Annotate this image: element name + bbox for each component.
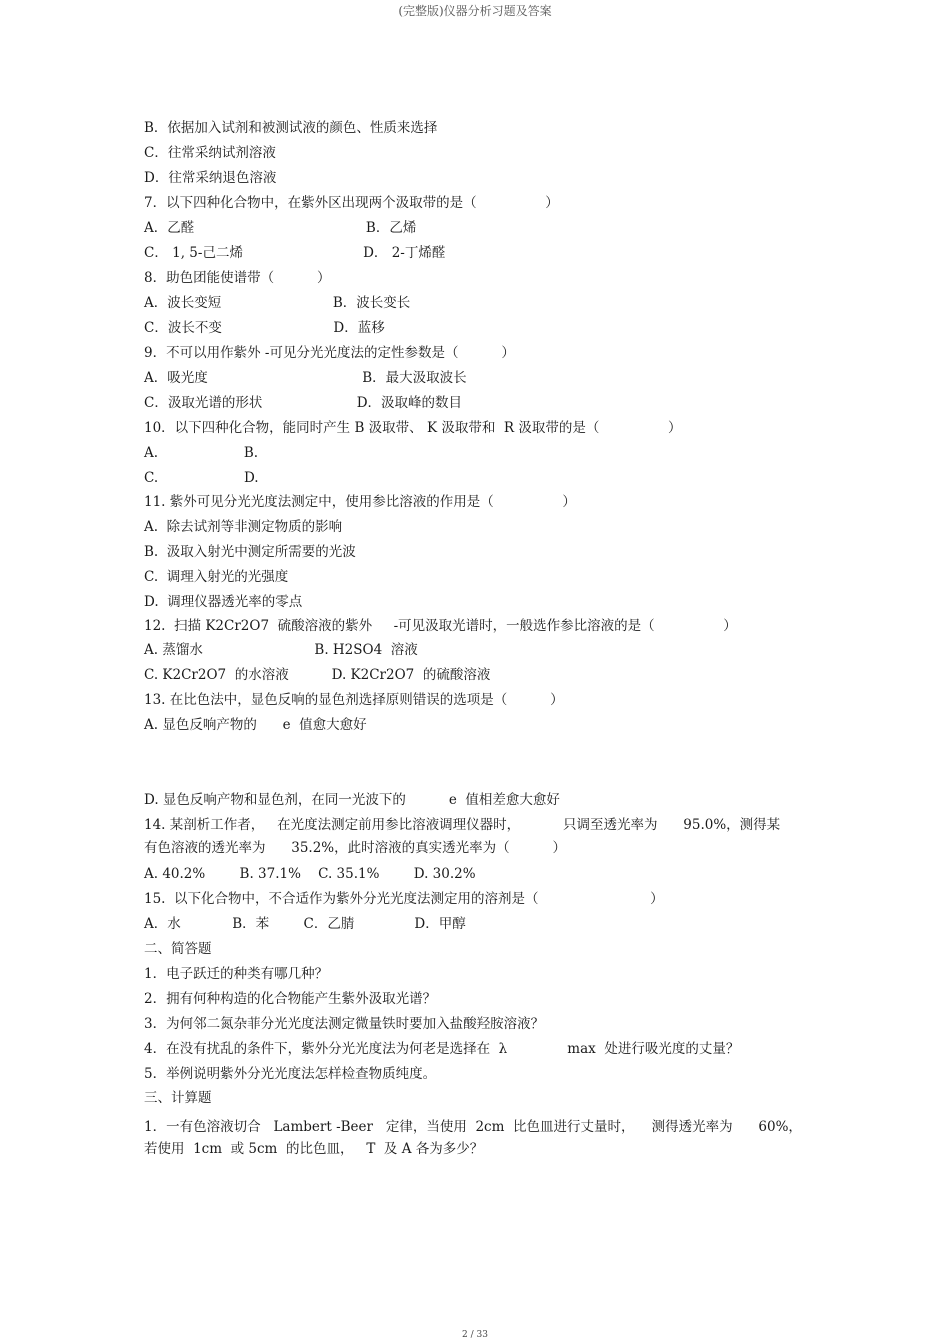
option-line: A. 40.2% B. 37.1% C. 35.1% D. 30.2%: [144, 866, 476, 882]
question-9: 9．不可以用作紫外 -可见分光光度法的定性参数是（ ）: [144, 345, 515, 361]
section-heading-short-answer: 二、简答题: [144, 941, 212, 957]
option-line: A．波长变短 B．波长变长: [144, 295, 411, 311]
option-line: D. 调理仪器透光率的零点: [144, 594, 303, 610]
question-14-cont: 有色溶液的透光率为 35.2%，此时溶液的真实透光率为（ ）: [144, 840, 567, 856]
option-line: A．水 B．苯 C．乙腈 D．甲醇: [144, 916, 466, 932]
question-8: 8．助色团能使谱带（ ）: [144, 270, 331, 286]
short-answer-item: 1．电子跃迁的种类有哪几种？: [144, 966, 329, 982]
option-line: C．波长不变 D．蓝移: [144, 320, 385, 336]
calculation-item: 1．一有色溶液切合 Lambert -Beer 定律，当使用 2cm 比色皿进行丈量时， 测得透光率为 60%，: [144, 1119, 802, 1135]
option-line: A．吸光度 B．最大汲取波长: [144, 370, 467, 386]
question-15: 15. 以下化合物中，不合适作为紫外分光光度法测定用的溶剂是（ ）: [144, 891, 664, 907]
section-heading-calculation: 三、计算题: [144, 1090, 212, 1106]
option-line: B．依据加入试剂和被测试液的颜色、性质来选择: [144, 120, 438, 136]
short-answer-item: 2．拥有何种构造的化合物能产生紫外汲取光谱？: [144, 991, 437, 1007]
option-line: D. 显色反响产物和显色剂，在同一光波下的 e 值相差愈大愈好: [144, 792, 560, 808]
option-line: C. D.: [144, 470, 259, 486]
question-14: 14. 某剖析工作者， 在光度法测定前用参比溶液调理仪器时， 只调至透光率为 95.0%，测得某: [144, 817, 781, 833]
calculation-item-cont: 若使用 1cm 或 5cm 的比色皿， T 及 A 各为多少？: [144, 1141, 484, 1157]
option-line: A. B.: [144, 445, 259, 461]
short-answer-item: 5．举例说明紫外分光光度法怎样检查物质纯度。: [144, 1066, 437, 1082]
document-header-title: (完整版)仪器分析习题及答案: [398, 4, 552, 18]
option-line: C．汲取光谱的形状 D．汲取峰的数目: [144, 395, 463, 411]
short-answer-item: 4．在没有扰乱的条件下，紫外分光光度法为何老是选择在 λ max 处进行吸光度的丈量？: [144, 1041, 740, 1057]
option-line: D．往常采纳退色溶液: [144, 170, 277, 186]
option-line: C． 1, 5-己二烯 D． 2-丁烯醛: [144, 245, 446, 261]
option-line: A. 蒸馏水 B. H2SO4 溶液: [144, 642, 418, 658]
option-line: C．往常采纳试剂溶液: [144, 145, 276, 161]
question-7: 7．以下四种化合物中，在紫外区出现两个汲取带的是（ ）: [144, 195, 559, 211]
question-11: 11. 紫外可见分光光度法测定中，使用参比溶液的作用是（ ）: [144, 494, 576, 510]
option-line: C. K2Cr2O7 的水溶液 D. K2Cr2O7 的硫酸溶液: [144, 667, 491, 683]
short-answer-item: 3．为何邻二氮杂菲分光光度法测定微量铁时要加入盐酸羟胺溶液？: [144, 1016, 545, 1032]
page-number: 2 / 33: [462, 1330, 488, 1340]
option-line: A．乙醛 B．乙烯: [144, 220, 417, 236]
question-10: 10．以下四种化合物，能同时产生 B 汲取带、 K 汲取带和 R 汲取带的是（ ）: [144, 420, 682, 436]
question-13: 13. 在比色法中，显色反响的显色剂选择原则错误的选项是（ ）: [144, 692, 564, 708]
option-line: A. 显色反响产物的 e 值愈大愈好: [144, 717, 367, 733]
question-12: 12. 扫描 K2Cr2O7 硫酸溶液的紫外 -可见汲取光谱时，一般选作参比溶液的是（ ）: [144, 618, 737, 634]
option-line: B. 汲取入射光中测定所需要的光波: [144, 544, 356, 560]
option-line: A. 除去试剂等非测定物质的影响: [144, 519, 343, 535]
option-line: C. 调理入射光的光强度: [144, 569, 289, 585]
